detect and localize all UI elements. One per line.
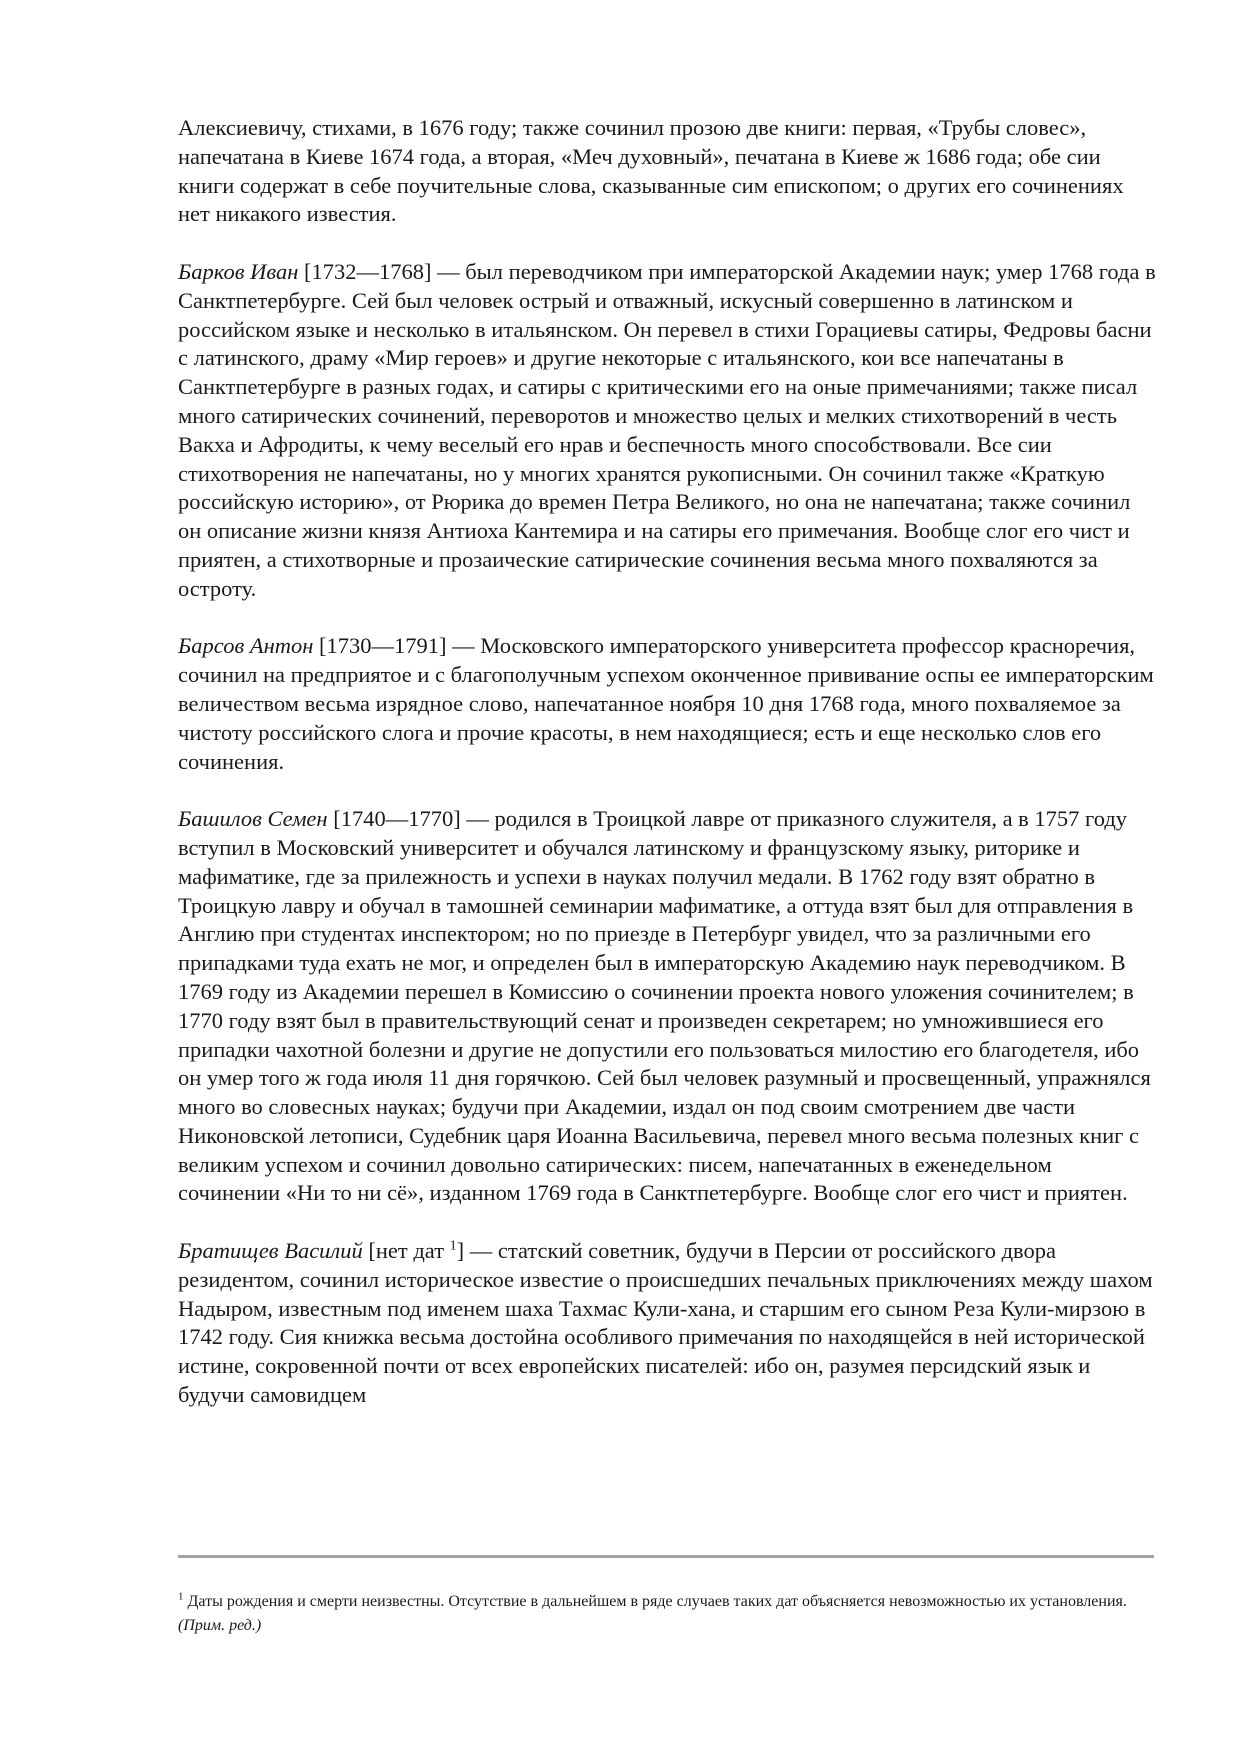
entry-bratishchev — [178, 1237, 1158, 1410]
entry-dates: [1730—1791] — [313, 633, 447, 659]
footnote-reference: 1 — [449, 1238, 457, 1254]
entry-text: — Московского императорского университета профессор красноречия, сочинил на предприятое и с благополучным успехом оконченное прививание оспы ее императорским величеством весьма изрядное слово, напечатанное ноября 10 дня 1768 года, много похваляемое за чистоту российского слога и прочие красоты, в нем находящиеся; есть и еще несколько слов его сочинения. — [178, 633, 1154, 774]
entry-name: Братищев Василий — [178, 1238, 363, 1264]
entry-name: Барсов Антон — [178, 633, 314, 659]
entry-name: Барков Иван — [178, 258, 299, 284]
footnote-mark: 1 — [178, 1590, 184, 1603]
entry-text: — был переводчиком при императорской Академии наук; умер 1768 года в Санктпетербурге. Сей был человек острый и отважный, искусный совершенно в латинском и российском языке и несколько в итальянском. Он перевел в стихи Горациевы сатиры, Федровы басни с латинского, драму «Мир героев» и другие некоторые с итальянского, кои все напечатаны в Санктпетербурге в разных годах, и сатиры с критическими его на оные примечаниями; также писал много сатирических сочинений, переворотов и множество целых и мелких стихотворений в честь Вакха и Афродиты, к чему веселый его нрав и беспечность много способствовали. Все сии стихотворения не напечатаны, но у многих хранятся рукописными. Он сочинил также «Краткую российскую историю», от Рюрика до времен Петра Великого, но она не напечатана; также сочинил он описание жизни князя Антиоха Кантемира и на сатиры его примечания. Вообще слог его чист и приятен, а стихотворные и прозаические сатирические сочинения весьма много похваляются за остроту. — [178, 258, 1156, 601]
paragraph-continuation — [178, 114, 1158, 229]
entry-bashilov — [178, 805, 1158, 1208]
page-body — [178, 114, 1158, 1439]
entry-dates-close: ] — [456, 1238, 465, 1264]
entry-text: — родился в Троицкой лавре от приказного служителя, а в 1757 году вступил в Московский университет и обучался латинскому и французскому языку, риторике и мафиматике, где за прилежность и успехи в науках получил медали. В 1762 году взят обратно в Троицкую лавру и обучал в тамошней семинарии мафиматике, а оттуда взят был для отправления в Англию при студентах инспектором; но по приезде в Петербург увидел, что за различными его припадками туда ехать не мог, и определен был в императорскую Академию наук переводчиком. В 1769 году из Академии перешел в Комиссию о сочинении проекта нового уложения сочинителем; в 1770 году взят был в правительствующий сенат и произведен секретарем; но умножившиеся его припадки чахотной болезни и другие не допустили его пользоваться милостию его благодетеля, ибо он умер того ж года июля 11 дня горячкою. Сей был человек разумный и просвещенный, упражнялся много во словесных науках; будучи при Академии, издал он под своим смотрением две части Никоновской летописи, Судебник царя Иоанна Васильевича, перевел много весьма полезных книг с великим успехом и сочинил довольно сатирических: писем, напечатанных в еженедельном сочинении «Ни то ни сё», изданном 1769 года в Санктпетербурге. Вообще слог его чист и приятен. — [178, 806, 1151, 1206]
entry-dates: [1732—1768] — [298, 258, 432, 284]
entry-dates: [1740—1770] — [327, 806, 461, 832]
entry-name: Башилов Семен — [178, 806, 328, 832]
footnote — [178, 1590, 1154, 1638]
entry-barkov — [178, 258, 1158, 604]
footnote-editor-note: (Прим. ред.) — [178, 1617, 262, 1634]
entry-dates: [нет дат — [362, 1238, 450, 1264]
entry-text: — статский советник, будучи в Персии от российского двора резидентом, сочинил историческое известие о происшедших печальных приключениях между шахом Надыром, известным под именем шаха Тахмас Кули-хана, и старшим его сыном Реза Кули-мирзою в 1742 году. Сия книжка весьма достойна особливого примечания по находящейся в ней исторической истине, сокровенной почти от всех европейских писателей: ибо он, разумея персидский язык и будучи самовидцем — [178, 1238, 1153, 1408]
footnote-text: Даты рождения и смерти неизвестны. Отсутствие в дальнейшем в ряде случаев таких дат объясняется невозможностью их установления. — [183, 1593, 1127, 1610]
entry-barsov — [178, 632, 1158, 776]
paragraph-text: Алексиевичу, стихами, в 1676 году; также сочинил прозою две книги: первая, «Трубы словес», напечатана в Киеве 1674 года, а вторая, «Меч духовный», печатана в Киеве ж 1686 года; обе сии книги содержат в себе поучительные слова, сказыванные сим епископом; о других его сочинениях нет никакого известия. — [178, 115, 1124, 227]
footnote-divider — [178, 1555, 1154, 1558]
